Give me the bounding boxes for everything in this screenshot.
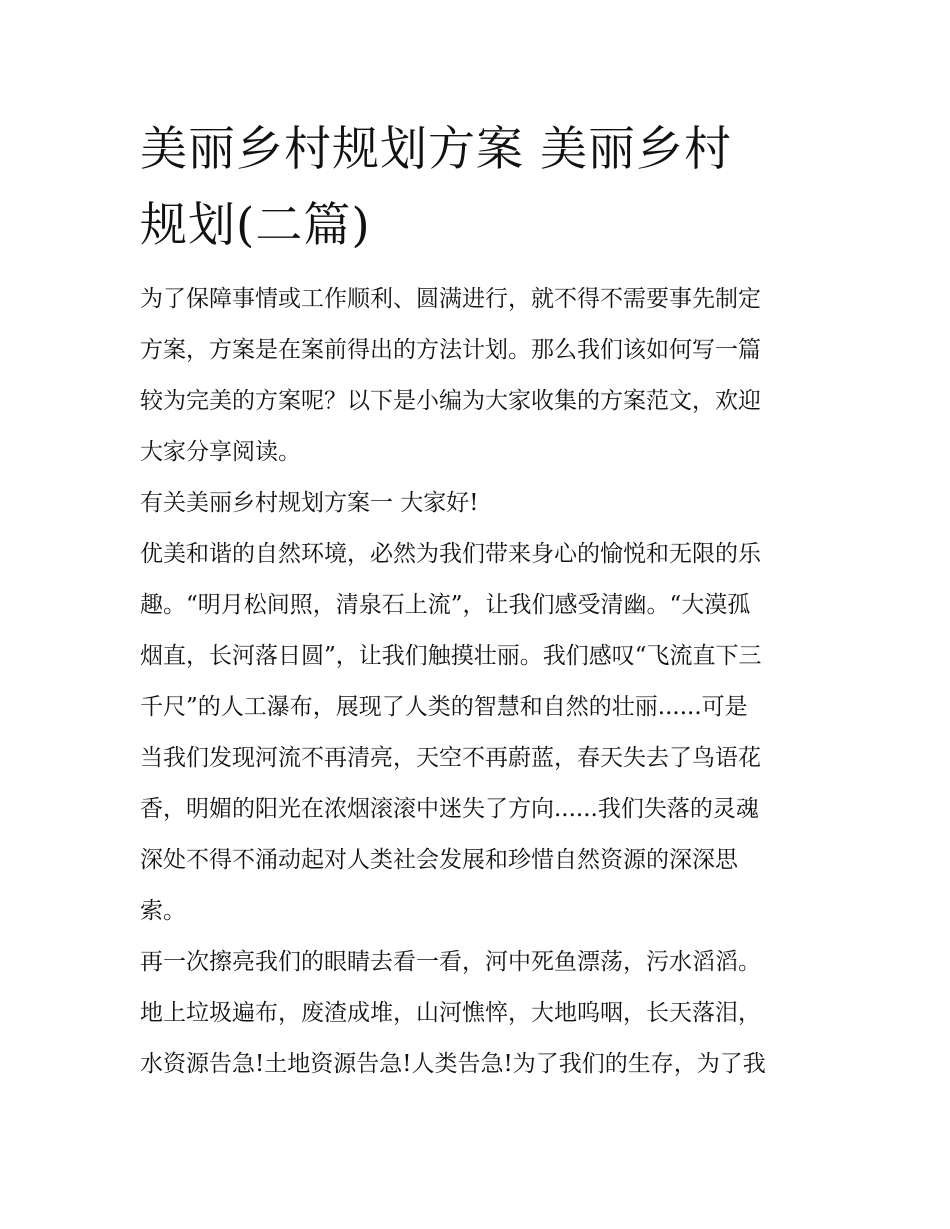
- intro-paragraph: [140, 274, 812, 478]
- text-line: 趣。“明月松间照，清泉石上流”，让我们感受清幽。“大漠孤: [140, 592, 751, 618]
- text-line: 当我们发现河流不再清亮，天空不再蔚蓝，春天失去了鸟语花: [140, 745, 761, 771]
- text-line: 香，明媚的阳光在浓烟滚滚中迷失了方向......我们失落的灵魂: [140, 796, 759, 822]
- text-line: 水资源告急!土地资源告急!人类告急!为了我们的生存，为了我: [140, 1051, 766, 1077]
- text-line: 优美和谐的自然环境，必然为我们带来身心的愉悦和无限的乐: [140, 541, 761, 567]
- text-line: 较为完美的方案呢？以下是小编为大家收集的方案范文，欢迎: [140, 388, 761, 414]
- text-line: 索。: [140, 898, 186, 924]
- section-heading-paragraph: [140, 478, 812, 529]
- body-paragraph: [140, 529, 812, 937]
- body-paragraph: [140, 937, 812, 1090]
- title-line: 规划(二篇): [140, 198, 371, 253]
- text-line: 地上垃圾遍布，废渣成堆，山河憔悴，大地呜咽，长天落泪，: [140, 1000, 761, 1026]
- text-line: 烟直，长河落日圆”，让我们触摸壮丽。我们感叹“飞流直下三: [140, 643, 762, 669]
- document-body: [140, 112, 812, 1090]
- text-line: 深处不得不涌动起对人类社会发展和珍惜自然资源的深深思: [140, 847, 738, 873]
- text-line: 为了保障事情或工作顺利、圆满进行，就不得不需要事先制定: [140, 286, 761, 312]
- text-line: 大家分享阅读。: [140, 439, 301, 465]
- text-line: 千尺”的人工瀑布，展现了人类的智慧和自然的壮丽......可是: [140, 694, 748, 720]
- text-line: 方案，方案是在案前得出的方法计划。那么我们该如何写一篇: [140, 337, 761, 363]
- document-title: [140, 112, 812, 264]
- title-line: 美丽乡村规划方案 美丽乡村: [140, 122, 732, 177]
- text-line: 再一次擦亮我们的眼睛去看一看，河中死鱼漂荡，污水滔滔。: [140, 949, 761, 975]
- text-line: 有关美丽乡村规划方案一 大家好!: [140, 490, 479, 516]
